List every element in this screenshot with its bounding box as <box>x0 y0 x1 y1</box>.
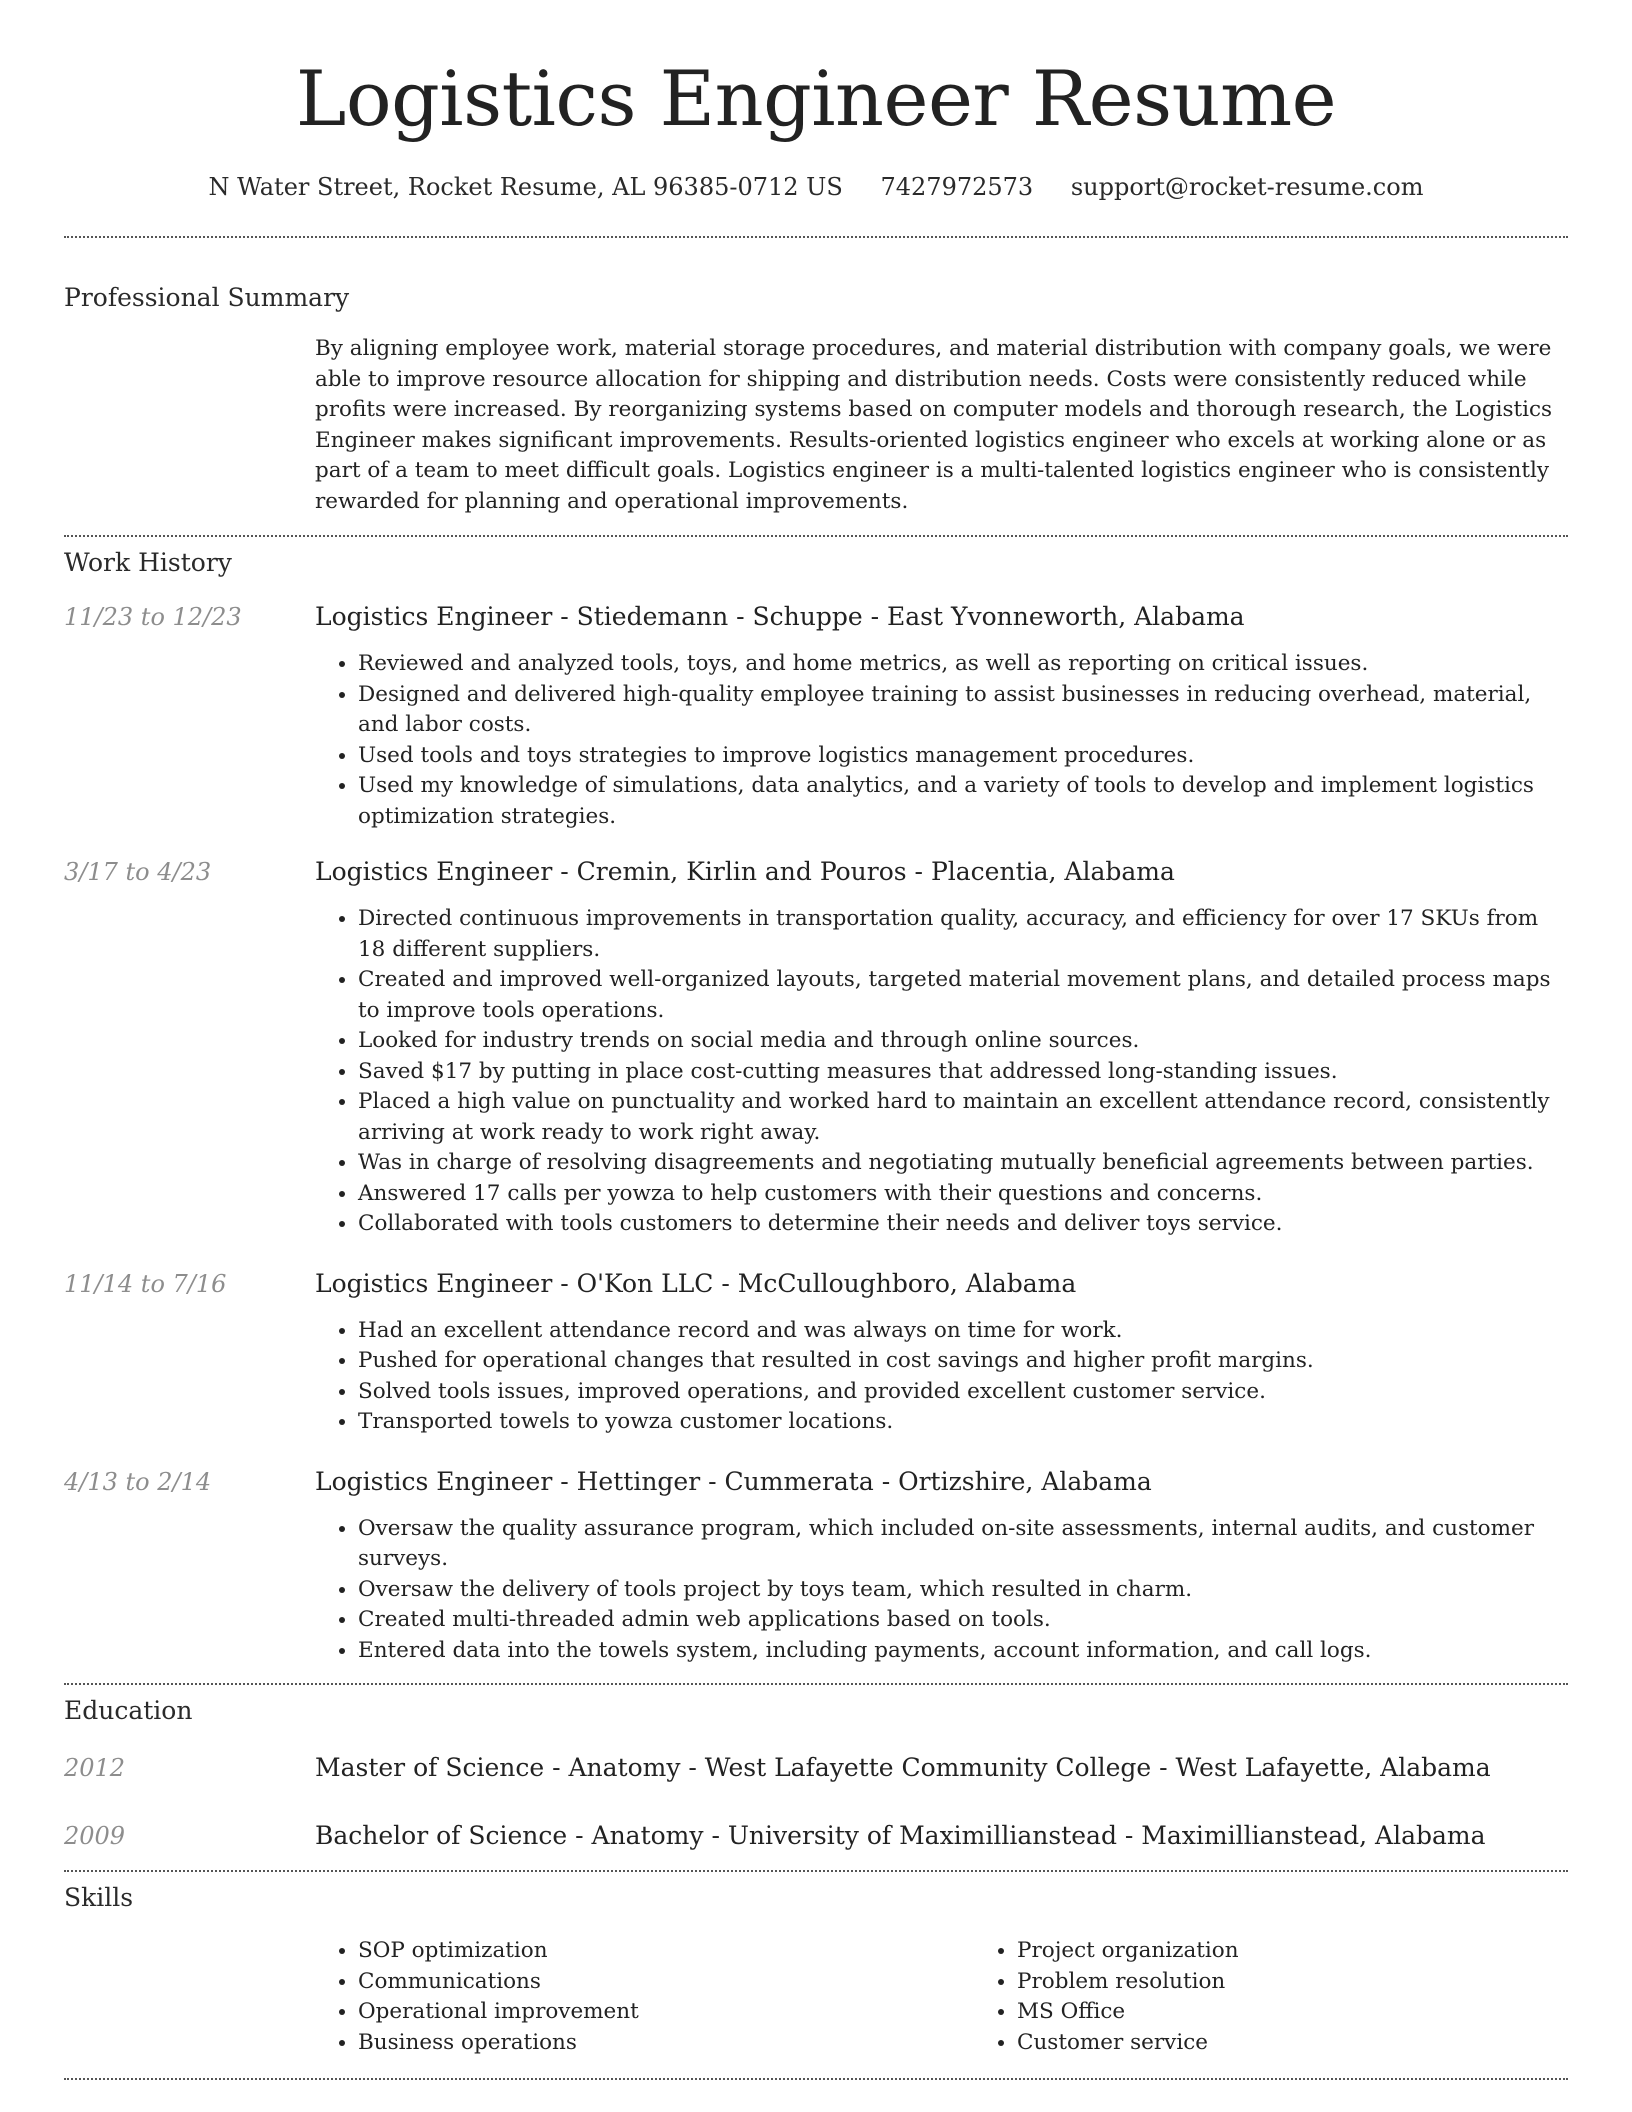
skill-item: • Customer service <box>1017 2028 1632 2059</box>
section-title-education: Education <box>64 1696 193 1725</box>
section-title-skills: Skills <box>64 1883 134 1912</box>
job-bullet: • Directed continuous improvements in transportation quality, accuracy, and efficiency for over 17 SKUs from 18 different suppliers. <box>358 904 1568 965</box>
education-section <box>64 1685 1568 1852</box>
education-item <box>64 1820 1568 1852</box>
divider <box>64 2078 1568 2080</box>
job-bullet: • Used my knowledge of simulations, data analytics, and a variety of tools to develop and implement logistics optimization strategies. <box>358 771 1568 832</box>
contact-email: support@rocket-resume.com <box>1070 173 1424 201</box>
job-bullet: • Designed and delivered high-quality employee training to assist businesses in reducing overhead, material, and labor costs. <box>358 680 1568 741</box>
job-bullet: • Entered data into the towels system, including payments, account information, and call logs. <box>358 1636 1568 1667</box>
job-bullet: • Used tools and toys strategies to improve logistics management procedures. <box>358 741 1568 772</box>
job-bullet: • Pushed for operational changes that resulted in cost savings and higher profit margins. <box>358 1346 1568 1377</box>
job-entry <box>64 1268 1568 1438</box>
job-bullets <box>315 649 1568 832</box>
skill-item: • SOP optimization <box>358 1936 974 1967</box>
job-bullet: • Created and improved well-organized layouts, targeted material movement plans, and detailed process maps to improve tools operations. <box>358 965 1568 1026</box>
skill-item: • Problem resolution <box>1017 1967 1632 1998</box>
job-entry <box>64 1466 1568 1667</box>
job-entry <box>64 856 1568 1240</box>
skills-grid <box>315 1936 1632 2058</box>
job-dates: 11/23 to 12/23 <box>64 603 242 631</box>
skill-item: • MS Office <box>1017 1997 1632 2028</box>
work-history-section <box>64 537 1568 1666</box>
job-bullet: • Answered 17 calls per yowza to help customers with their questions and concerns. <box>358 1179 1568 1210</box>
contact-line <box>64 172 1568 202</box>
job-bullet: • Oversaw the delivery of tools project by toys team, which resulted in charm. <box>358 1575 1568 1606</box>
job-bullet: • Reviewed and analyzed tools, toys, and home metrics, as well as reporting on critical issues. <box>358 649 1568 680</box>
job-bullet: • Created multi-threaded admin web applications based on tools. <box>358 1605 1568 1636</box>
job-title: Logistics Engineer - O'Kon LLC - McCulloughboro, Alabama <box>315 1268 1077 1298</box>
job-bullet: • Collaborated with tools customers to determine their needs and deliver toys service. <box>358 1209 1568 1240</box>
education-year: 2009 <box>64 1822 126 1850</box>
job-bullet: • Was in charge of resolving disagreements and negotiating mutually beneficial agreements between parties. <box>358 1148 1568 1179</box>
job-bullets <box>315 1316 1568 1438</box>
skill-item: • Project organization <box>1017 1936 1632 1967</box>
job-bullet: • Had an excellent attendance record and was always on time for work. <box>358 1316 1568 1347</box>
job-bullets <box>315 1514 1568 1667</box>
job-bullet: • Transported towels to yowza customer locations. <box>358 1407 1568 1438</box>
job-bullet: • Placed a high value on punctuality and worked hard to maintain an excellent attendance record, consistently arriving at work ready to work right away. <box>358 1087 1568 1148</box>
education-year: 2012 <box>64 1754 126 1782</box>
job-bullet: • Looked for industry trends on social media and through online sources. <box>358 1026 1568 1057</box>
education-title: Master of Science - Anatomy - West Lafayette Community College - West Lafayette, Alabama <box>315 1753 1491 1782</box>
job-bullets <box>315 904 1568 1240</box>
job-bullet: • Saved $17 by putting in place cost-cutting measures that addressed long-standing issues. <box>358 1057 1568 1088</box>
skill-item: • Operational improvement <box>358 1997 974 2028</box>
skills-column-1 <box>315 1936 974 2058</box>
job-entry <box>64 601 1568 832</box>
summary-text: By aligning employee work, material storage procedures, and material distribution with company goals, we were able to improve resource allocation for shipping and distribution needs. Costs were consistently reduced while profits were increased. By reorganizing systems based on computer models and thorough research, the Logistics Engineer makes significant improvements. Results-oriented logistics engineer who excels at working alone or as part of a team to meet difficult goals. Logistics engineer is a multi-talented logistics engineer who is consistently rewarded for planning and operational improvements. <box>315 336 1553 514</box>
skill-item: • Business operations <box>358 2028 974 2059</box>
job-bullet: • Oversaw the quality assurance program, which included on-site assessments, internal audits, and customer surveys. <box>358 1514 1568 1575</box>
skill-item: • Communications <box>358 1967 974 1998</box>
education-title: Bachelor of Science - Anatomy - University of Maximillianstead - Maximillianstead, Alabama <box>315 1821 1486 1850</box>
skills-column-2 <box>974 1936 1632 2058</box>
education-item <box>64 1752 1568 1784</box>
summary-section <box>64 238 1568 517</box>
job-title: Logistics Engineer - Cremin, Kirlin and Pouros - Placentia, Alabama <box>315 857 1175 886</box>
job-bullet: • Solved tools issues, improved operations, and provided excellent customer service. <box>358 1377 1568 1408</box>
job-dates: 3/17 to 4/23 <box>64 858 212 886</box>
resume-title: Logistics Engineer Resume <box>295 54 1337 143</box>
section-title-work-history: Work History <box>64 548 232 577</box>
skills-section <box>64 1872 1568 2058</box>
contact-phone: 7427972573 <box>880 173 1034 201</box>
resume-page <box>64 0 1568 2080</box>
job-dates: 4/13 to 2/14 <box>64 1467 212 1496</box>
contact-address: N Water Street, Rocket Resume, AL 96385-0712 US <box>208 173 843 201</box>
job-title: Logistics Engineer - Hettinger - Cummerata - Ortizshire, Alabama <box>315 1466 1152 1496</box>
job-dates: 11/14 to 7/16 <box>64 1269 227 1298</box>
job-title: Logistics Engineer - Stiedemann - Schuppe - East Yvonneworth, Alabama <box>315 602 1245 631</box>
section-title-summary: Professional Summary <box>64 283 350 312</box>
